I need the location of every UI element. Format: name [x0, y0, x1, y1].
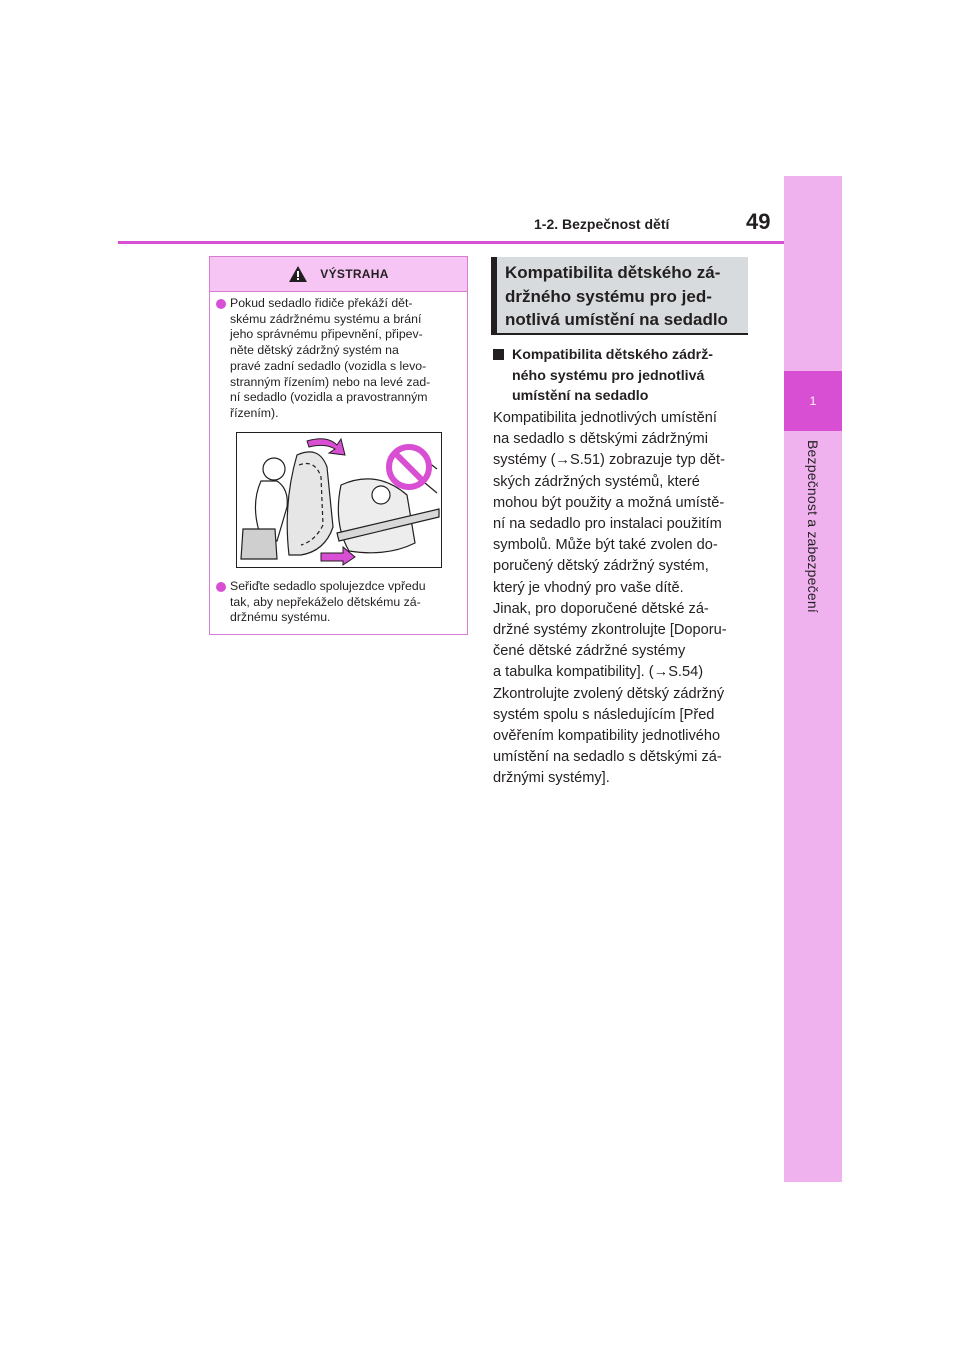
warning-item	[216, 579, 463, 626]
section-heading: Kompatibilita dětského zá- držného systému pro jed- notlivá umístění na sedadlo	[505, 263, 728, 329]
warning-illustration	[236, 432, 442, 568]
warning-title: VÝSTRAHA	[320, 267, 389, 281]
chapter-number: 1	[784, 371, 842, 431]
warning-item-text: Seřiďte sedadlo spolujezdce vpředu tak, aby nepřekáželo dětskému zá- držnému systému.	[230, 579, 426, 625]
chapter-title-text: Bezpečnost a zabezpečení	[805, 440, 821, 613]
section-heading-box	[491, 257, 748, 335]
bullet-icon	[216, 299, 226, 309]
warning-item	[216, 296, 463, 422]
body-paragraph: Kompatibilita jednotlivých umístění na sedadlo s dětskými zádržnými systémy (→S.51) zobrazuje typ dět- ských zádržných systémů, které mohou být použity a možná umístě- ní na sedadlo pro instalaci použitím symbolů. Může být také zvolen do- poručený dětský zádržný systém, který je vhodný pro vaše dítě. Jinak, pro doporučené dětské zá- držné systémy zkontrolujte [Doporu- čené dětské zádržné systémy a tabulka kompatibility]. (→S.54) Zkontrolujte zvolený dětský zádržný systém spolu s následujícím [Před ověřením kompatibility jednotlivého umístění na sedadlo s dětskými zá- držnými systémy].	[493, 410, 727, 787]
prohibited-icon	[389, 447, 429, 487]
subheading	[493, 345, 755, 407]
warning-triangle-icon	[288, 265, 308, 283]
bullet-icon	[216, 582, 226, 592]
driver-seat-illustration	[241, 452, 333, 559]
chapter-title	[800, 440, 826, 680]
heading-accent-bar	[491, 257, 497, 333]
page-number: 49	[746, 209, 771, 234]
warning-header	[210, 257, 467, 292]
section-title: 1-2. Bezpečnost dětí	[534, 216, 670, 232]
header-divider	[118, 241, 784, 244]
warning-item-text: Pokud sedadlo řidiče překáží dět- skému zádržnému systému a brání jeho správnému připevnění, připev- něte dětský zádržný systém na pravé zadní sedadlo (vozidla s levo- stranným řízením) nebo na levé zad- ní sedadlo (vozidla a pravostranným řízením).	[230, 296, 431, 420]
square-bullet-icon	[493, 349, 504, 360]
subheading-text: Kompatibilita dětského zádrž- ného systému pro jednotlivá umístění na sedadlo	[512, 347, 714, 405]
